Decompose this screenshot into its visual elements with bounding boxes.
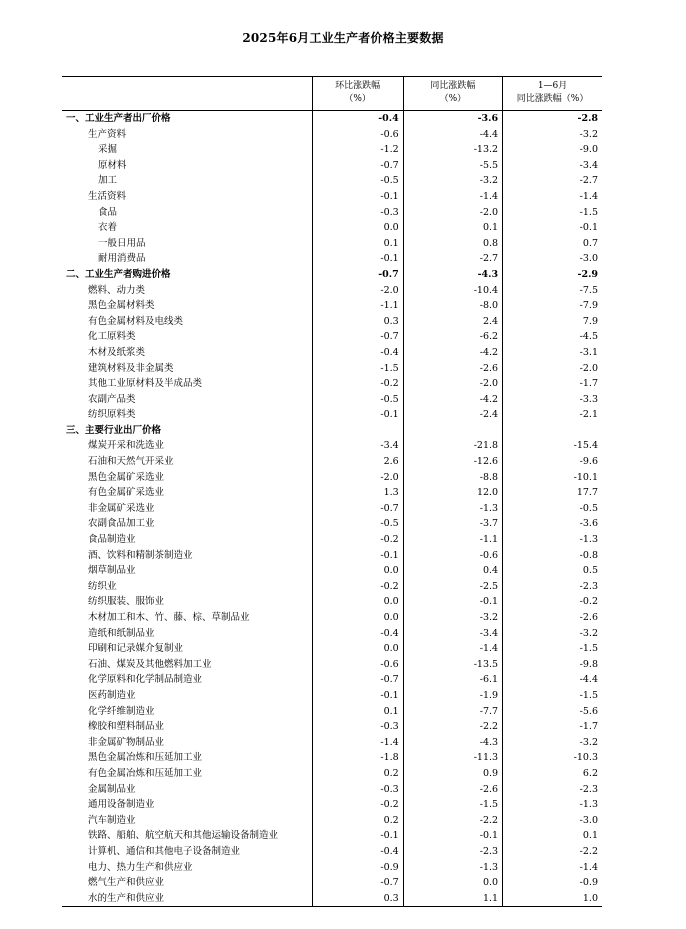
row-yoy-value: -8.8	[403, 470, 502, 486]
row-yoy-value: -2.4	[403, 407, 502, 423]
row-mom-value: -1.4	[312, 735, 403, 751]
table-row	[62, 891, 602, 907]
row-mom-value: 0.0	[312, 563, 403, 579]
header-yoy	[403, 77, 502, 111]
row-mom-value: -3.4	[312, 438, 403, 454]
row-yoy-value: -1.3	[403, 860, 502, 876]
row-yoy-value: -2.2	[403, 813, 502, 829]
section-row	[62, 111, 602, 127]
row-mom-value: -0.7	[312, 267, 403, 283]
row-indicator-name: 食品制造业	[62, 532, 312, 548]
table-row	[62, 345, 602, 361]
row-ytd-value: -1.5	[579, 206, 598, 218]
table-row	[62, 298, 602, 314]
row-ytd-value: -4.4	[579, 674, 598, 686]
table-row	[62, 189, 602, 205]
row-yoy-value: -7.7	[403, 704, 502, 720]
row-indicator-name: 有色金属矿采选业	[62, 485, 312, 501]
row-mom-value: 0.0	[312, 220, 403, 236]
row-yoy-value: -1.4	[403, 189, 502, 205]
row-ytd-value: 6.2	[582, 767, 598, 779]
row-indicator-name: 纺织原料类	[62, 407, 312, 423]
table-row	[62, 844, 602, 860]
row-ytd-value: -3.6	[579, 518, 598, 530]
row-mom-value: -2.0	[312, 283, 403, 299]
row-yoy-value: -4.2	[403, 392, 502, 408]
row-ytd-value: -2.8	[577, 113, 598, 124]
row-indicator-name: 黑色金属矿采选业	[62, 470, 312, 486]
row-indicator-name: 橡胶和塑料制品业	[62, 719, 312, 735]
row-indicator-name: 电力、热力生产和供应业	[62, 860, 312, 876]
row-yoy-value: 2.4	[403, 314, 502, 330]
row-mom-value: -0.5	[312, 392, 403, 408]
table-row	[62, 485, 602, 501]
row-mom-value: 0.3	[312, 314, 403, 330]
row-indicator-name: 铁路、船舶、航空航天和其他运输设备制造业	[62, 828, 312, 844]
row-ytd-value: -1.3	[579, 799, 598, 811]
header-ytd-label: 同比涨跌幅（%）	[516, 94, 589, 104]
row-mom-value: -2.0	[312, 470, 403, 486]
row-yoy-value: -13.5	[403, 657, 502, 673]
table-header	[62, 77, 602, 111]
table-row	[62, 641, 602, 657]
row-indicator-name: 通用设备制造业	[62, 797, 312, 813]
row-indicator-name: 造纸和纸制品业	[62, 626, 312, 642]
table-row	[62, 750, 602, 766]
row-mom-value: 0.0	[312, 594, 403, 610]
row-ytd-value: -9.8	[579, 658, 598, 670]
row-yoy-value: -2.7	[403, 251, 502, 267]
row-mom-value: 0.3	[312, 891, 403, 907]
table-row	[62, 626, 602, 642]
row-yoy-value: -0.6	[403, 548, 502, 564]
row-indicator-name: 烟草制品业	[62, 563, 312, 579]
row-mom-value: 0.1	[312, 704, 403, 720]
row-mom-value: -0.5	[312, 516, 403, 532]
table-row	[62, 361, 602, 377]
row-ytd-value: -3.0	[579, 253, 598, 265]
row-ytd-value: -3.4	[579, 159, 598, 171]
table-row	[62, 142, 602, 158]
row-yoy-value: -8.0	[403, 298, 502, 314]
row-mom-value: -1.1	[312, 298, 403, 314]
table-row	[62, 657, 602, 673]
row-indicator-name: 化学纤维制造业	[62, 704, 312, 720]
row-indicator-name: 金属制品业	[62, 782, 312, 798]
header-row	[62, 77, 602, 111]
section-row	[62, 267, 602, 283]
row-indicator-name: 汽车制造业	[62, 813, 312, 829]
row-ytd-value: -9.0	[579, 144, 598, 156]
row-yoy-value: -21.8	[403, 438, 502, 454]
row-mom-value: 0.2	[312, 813, 403, 829]
row-ytd-value: -1.4	[579, 861, 598, 873]
table-row	[62, 376, 602, 392]
row-yoy-value: -11.3	[403, 750, 502, 766]
row-ytd-value: -0.8	[579, 549, 598, 561]
row-ytd-value: -15.4	[573, 440, 598, 452]
row-mom-value: 0.2	[312, 766, 403, 782]
header-ytd	[503, 77, 602, 111]
row-ytd-value	[503, 423, 602, 439]
row-indicator-name: 其他工业原材料及半成品类	[62, 376, 312, 392]
row-ytd-value: -2.1	[579, 409, 598, 421]
row-yoy-value: -1.5	[403, 797, 502, 813]
row-ytd-value: -3.3	[579, 393, 598, 405]
row-mom-value: 0.0	[312, 610, 403, 626]
row-yoy-value: -2.0	[403, 376, 502, 392]
table-row	[62, 283, 602, 299]
row-indicator-name: 非金属矿物制品业	[62, 735, 312, 751]
row-indicator-name: 木材及纸浆类	[62, 345, 312, 361]
row-indicator-name: 生产资料	[62, 127, 312, 143]
row-yoy-value: 0.8	[403, 236, 502, 252]
row-ytd-value: -2.0	[579, 362, 598, 374]
row-indicator-name: 化工原料类	[62, 329, 312, 345]
row-yoy-value: -1.3	[403, 501, 502, 517]
row-indicator-name: 农副食品加工业	[62, 516, 312, 532]
row-yoy-value: -3.2	[403, 610, 502, 626]
table-row	[62, 594, 602, 610]
row-indicator-name: 农副产品类	[62, 392, 312, 408]
row-yoy-value: -4.3	[403, 735, 502, 751]
table-row	[62, 158, 602, 174]
row-indicator-name: 燃料、动力类	[62, 283, 312, 299]
table-row	[62, 173, 602, 189]
table-row	[62, 407, 602, 423]
row-indicator-name: 原材料	[62, 158, 312, 174]
table-row	[62, 438, 602, 454]
row-yoy-value: -2.6	[403, 782, 502, 798]
row-mom-value: 2.6	[312, 454, 403, 470]
row-indicator-name: 医药制造业	[62, 688, 312, 704]
row-mom-value: -1.8	[312, 750, 403, 766]
row-indicator-name: 生活资料	[62, 189, 312, 205]
header-yoy-unit: （%）	[439, 94, 467, 104]
table-row	[62, 735, 602, 751]
row-ytd-value: -2.3	[579, 783, 598, 795]
table-row	[62, 875, 602, 891]
row-yoy-value: -3.7	[403, 516, 502, 532]
row-indicator-name: 化学原料和化学制品制造业	[62, 672, 312, 688]
row-ytd-value: -1.3	[579, 534, 598, 546]
table-row	[62, 127, 602, 143]
row-yoy-value: 1.1	[403, 891, 502, 907]
table-row	[62, 236, 602, 252]
row-indicator-name: 二、工业生产者购进价格	[62, 267, 312, 283]
row-ytd-value: -10.3	[573, 752, 598, 764]
row-ytd-value: 7.9	[582, 315, 598, 327]
row-yoy-value: -2.0	[403, 205, 502, 221]
row-indicator-name: 食品	[62, 205, 312, 221]
row-indicator-name: 衣着	[62, 220, 312, 236]
section-row	[62, 423, 602, 439]
row-mom-value: -0.7	[312, 875, 403, 891]
table-row	[62, 501, 602, 517]
row-ytd-value: -0.9	[579, 877, 598, 889]
table-row	[62, 470, 602, 486]
table-row	[62, 516, 602, 532]
row-yoy-value: -3.4	[403, 626, 502, 642]
row-ytd-value: 0.5	[582, 565, 598, 577]
row-mom-value: -0.7	[312, 501, 403, 517]
row-yoy-value: -3.2	[403, 173, 502, 189]
table-row	[62, 329, 602, 345]
row-ytd-value: -1.7	[579, 378, 598, 390]
row-yoy-value: -2.3	[403, 844, 502, 860]
table-row	[62, 548, 602, 564]
table-row	[62, 813, 602, 829]
row-ytd-value: -3.1	[579, 346, 598, 358]
table-row	[62, 828, 602, 844]
row-mom-value: -0.1	[312, 828, 403, 844]
row-mom-value: -0.2	[312, 376, 403, 392]
row-mom-value: -0.1	[312, 407, 403, 423]
page-title: 2025年6月工业生产者价格主要数据	[242, 31, 444, 45]
table-row	[62, 672, 602, 688]
row-mom-value: -0.2	[312, 797, 403, 813]
row-indicator-name: 加工	[62, 173, 312, 189]
table-row	[62, 797, 602, 813]
row-ytd-value: -2.9	[577, 268, 598, 280]
table-row	[62, 220, 602, 236]
row-ytd-value: -2.7	[579, 175, 598, 187]
row-mom-value: -0.2	[312, 579, 403, 595]
row-mom-value: -0.1	[312, 548, 403, 564]
row-ytd-value: -4.5	[579, 331, 598, 343]
row-indicator-name: 石油、煤炭及其他燃料加工业	[62, 657, 312, 673]
row-yoy-value: -13.2	[403, 142, 502, 158]
row-yoy-value: -3.6	[403, 111, 502, 127]
row-indicator-name: 石油和天然气开采业	[62, 454, 312, 470]
row-mom-value: -0.4	[312, 345, 403, 361]
row-indicator-name: 一、工业生产者出厂价格	[62, 111, 312, 127]
row-yoy-value: -1.9	[403, 688, 502, 704]
row-indicator-name: 木材加工和木、竹、藤、棕、草制品业	[62, 610, 312, 626]
row-indicator-name: 三、主要行业出厂价格	[62, 423, 312, 439]
table-row	[62, 205, 602, 221]
row-ytd-value: -3.2	[579, 128, 598, 140]
table-row	[62, 579, 602, 595]
row-yoy-value: 0.4	[403, 563, 502, 579]
table-row	[62, 532, 602, 548]
row-yoy-value: -1.4	[403, 641, 502, 657]
row-ytd-value: 17.7	[576, 487, 598, 499]
table-row	[62, 454, 602, 470]
row-mom-value: -0.4	[312, 111, 403, 127]
row-mom-value: -1.2	[312, 142, 403, 158]
header-mom-unit: （%）	[344, 94, 371, 104]
row-mom-value: -0.3	[312, 205, 403, 221]
row-mom-value: -0.9	[312, 860, 403, 876]
table-row	[62, 704, 602, 720]
table-row	[62, 251, 602, 267]
row-mom-value	[312, 423, 403, 439]
row-yoy-value: 12.0	[403, 485, 502, 501]
table-row	[62, 688, 602, 704]
row-mom-value: -1.5	[312, 361, 403, 377]
row-ytd-value: -1.4	[579, 190, 598, 202]
table-body	[62, 111, 602, 907]
row-mom-value: -0.7	[312, 672, 403, 688]
row-indicator-name: 耐用消费品	[62, 251, 312, 267]
row-mom-value: 0.1	[312, 236, 403, 252]
row-yoy-value: -2.5	[403, 579, 502, 595]
row-indicator-name: 黑色金属材料类	[62, 298, 312, 314]
row-indicator-name: 建筑材料及非金属类	[62, 361, 312, 377]
row-ytd-value: -10.1	[573, 471, 598, 483]
row-ytd-value: -2.3	[579, 580, 598, 592]
row-ytd-value: -2.6	[579, 612, 598, 623]
row-indicator-name: 水的生产和供应业	[62, 891, 312, 907]
row-mom-value: -0.2	[312, 532, 403, 548]
row-yoy-value: 0.1	[403, 220, 502, 236]
row-yoy-value: -4.3	[403, 267, 502, 283]
row-yoy-value: -10.4	[403, 283, 502, 299]
row-indicator-name: 有色金属材料及电线类	[62, 314, 312, 330]
row-yoy-value: -2.2	[403, 719, 502, 735]
row-mom-value: -0.4	[312, 844, 403, 860]
row-ytd-value: -7.9	[579, 300, 598, 312]
row-ytd-value: -9.6	[579, 456, 598, 468]
row-yoy-value: 0.9	[403, 766, 502, 782]
table-row	[62, 782, 602, 798]
table-row	[62, 860, 602, 876]
row-ytd-value: -0.2	[579, 596, 598, 608]
row-ytd-value: 0.1	[582, 830, 598, 842]
row-yoy-value: -6.1	[403, 672, 502, 688]
row-ytd-value: -0.5	[579, 502, 598, 514]
row-ytd-value: -2.2	[579, 845, 598, 857]
row-ytd-value: 0.7	[582, 237, 598, 249]
row-ytd-value: -5.6	[579, 705, 598, 717]
table-row	[62, 563, 602, 579]
row-indicator-name: 有色金属冶炼和压延加工业	[62, 766, 312, 782]
row-mom-value: -0.4	[312, 626, 403, 642]
row-yoy-value: -2.6	[403, 361, 502, 377]
table-row	[62, 314, 602, 330]
table-row	[62, 766, 602, 782]
row-mom-value: -0.6	[312, 127, 403, 143]
row-mom-value: -0.3	[312, 782, 403, 798]
row-ytd-value: -1.5	[579, 643, 598, 655]
row-ytd-value: -0.1	[579, 222, 598, 234]
header-mom-label: 环比涨跌幅	[335, 81, 381, 91]
row-yoy-value: -1.1	[403, 532, 502, 548]
row-mom-value: -0.3	[312, 719, 403, 735]
row-indicator-name: 计算机、通信和其他电子设备制造业	[62, 844, 312, 860]
header-mom	[312, 77, 403, 111]
row-mom-value: 1.3	[312, 485, 403, 501]
row-yoy-value: -12.6	[403, 454, 502, 470]
row-ytd-value: -3.0	[579, 814, 598, 826]
row-mom-value: 0.0	[312, 641, 403, 657]
row-mom-value: -0.7	[312, 329, 403, 345]
row-mom-value: -0.6	[312, 657, 403, 673]
row-yoy-value: -4.4	[403, 127, 502, 143]
row-indicator-name: 煤炭开采和洗选业	[62, 438, 312, 454]
row-yoy-value: -6.2	[403, 329, 502, 345]
row-indicator-name: 黑色金属冶炼和压延加工业	[62, 750, 312, 766]
row-indicator-name: 一般日用品	[62, 236, 312, 252]
row-indicator-name: 印刷和记录媒介复制业	[62, 641, 312, 657]
row-indicator-name: 纺织服装、服饰业	[62, 594, 312, 610]
row-mom-value: -0.7	[312, 158, 403, 174]
row-yoy-value: -4.2	[403, 345, 502, 361]
row-mom-value: -0.1	[312, 688, 403, 704]
row-yoy-value: -0.1	[403, 828, 502, 844]
row-indicator-name: 采掘	[62, 142, 312, 158]
row-ytd-value: -1.7	[579, 721, 598, 733]
row-indicator-name: 酒、饮料和精制茶制造业	[62, 548, 312, 564]
row-yoy-value	[403, 423, 502, 439]
header-indicator	[62, 77, 312, 111]
ppi-data-table	[62, 76, 602, 907]
row-yoy-value: 0.0	[403, 875, 502, 891]
row-indicator-name: 燃气生产和供应业	[62, 875, 312, 891]
row-indicator-name: 纺织业	[62, 579, 312, 595]
header-yoy-label: 同比涨跌幅	[430, 81, 476, 91]
row-yoy-value: -0.1	[403, 594, 502, 610]
row-mom-value: -0.1	[312, 251, 403, 267]
row-indicator-name: 非金属矿采选业	[62, 501, 312, 517]
row-mom-value: -0.5	[312, 173, 403, 189]
table-row	[62, 719, 602, 735]
row-ytd-value: -7.5	[579, 284, 598, 296]
header-ytd-period: 1—6月	[537, 81, 568, 91]
row-ytd-value: -3.2	[579, 627, 598, 639]
row-mom-value: -0.1	[312, 189, 403, 205]
table-row	[62, 392, 602, 408]
row-ytd-value: 1.0	[503, 891, 602, 907]
row-ytd-value: -3.2	[579, 736, 598, 748]
row-yoy-value: -5.5	[403, 158, 502, 174]
row-ytd-value: -1.5	[579, 689, 598, 701]
table-row	[62, 610, 602, 626]
